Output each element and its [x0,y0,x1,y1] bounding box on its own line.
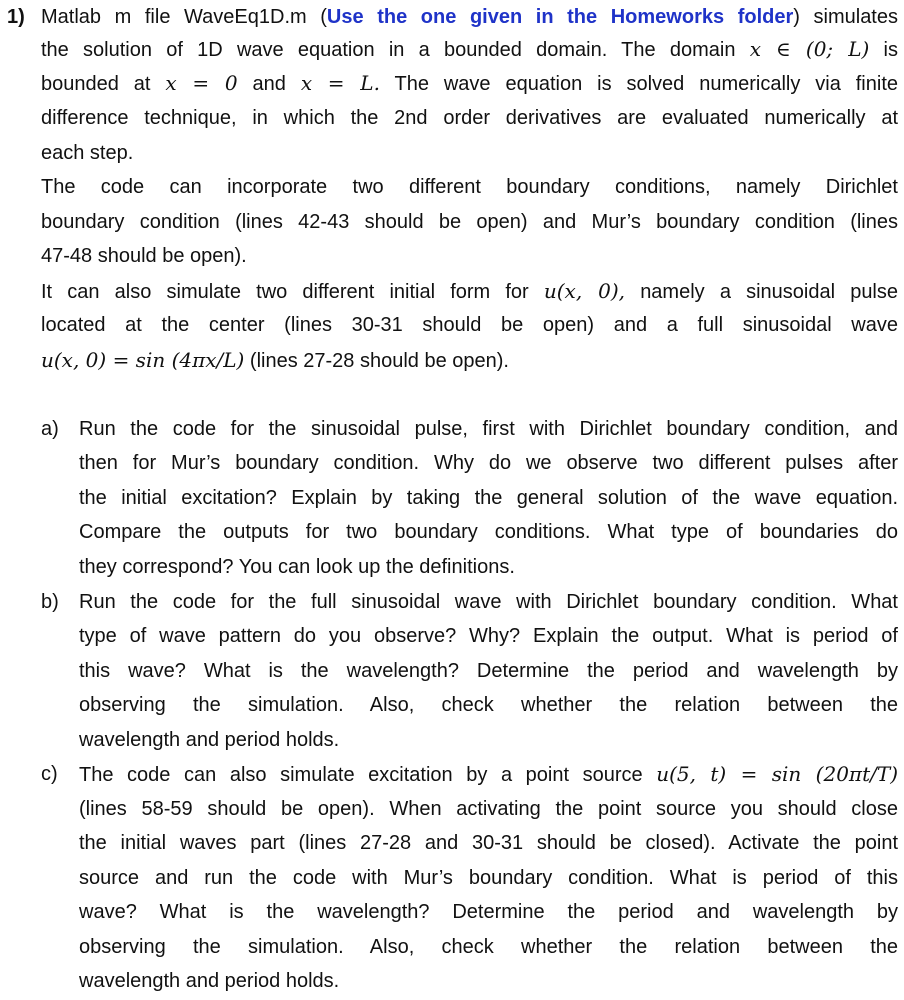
intro-line-2 [41,32,898,66]
boundary-math-right: x = L. [300,71,380,95]
domain-math: x ∈ (0; L) [749,37,870,61]
intro-line-11 [41,343,898,378]
part-b-line: Run the code for the full sinusoidal wave with Dirichlet boundary condition. What [79,591,898,613]
intro-text: and [252,73,286,95]
boundary-math-left: x = 0 [165,71,238,95]
intro-text: It can also simulate two different initial form for [41,281,529,303]
part-a-line: Run the code for the sinusoidal pulse, first with Dirichlet boundary condition, and [79,418,898,440]
intro-text: namely a sinusoidal pulse [640,281,898,303]
part-b-line: observing the simulation. Also, check whether the relation between the [79,694,898,716]
intro-text: Matlab m file WaveEq1D.m ( [41,6,327,28]
part-a-line: the initial excitation? Explain by taking the general solution of the wave equation. [79,487,898,509]
intro-line-1 [41,0,898,34]
point-source-math: u(5, t) = sin (20πt/T) [656,762,898,786]
part-b-line: type of wave pattern do you observe? Why? Explain the output. What is period of [79,625,898,647]
intro-line-10: located at the center (lines 30-31 should be open) and a full sinusoidal wave [41,314,898,336]
part-c-label: c) [41,763,58,785]
part-c-line: observing the simulation. Also, check whether the relation between the [79,936,898,958]
part-c-line: the initial waves part (lines 27-28 and 30-31 should be closed). Activate the point [79,832,898,854]
intro-line-4: difference technique, in which the 2nd order derivatives are evaluated numerically at [41,107,898,129]
homeworks-folder-note: Use the one given in the Homeworks folder [326,6,794,28]
intro-line-9 [41,274,898,308]
part-c-line: source and run the code with Mur’s boundary condition. What is period of this [79,867,898,889]
part-a-line: then for Mur’s boundary condition. Why do we observe two different pulses after [79,452,898,474]
part-b-line: this wave? What is the wavelength? Determine the period and wavelength by [79,660,898,682]
part-a-line: they correspond? You can look up the definitions. [79,556,515,578]
intro-line-3 [41,66,898,100]
part-b-label: b) [41,591,59,613]
intro-line-5: each step. [41,142,134,164]
full-wave-math: u(x, 0) = sin (4πx/L) [41,348,245,372]
intro-text: The wave equation is solved numerically via finite [394,73,898,95]
part-b-line: wavelength and period holds. [79,729,340,751]
intro-line-6: The code can incorporate two different boundary conditions, namely Dirichlet [41,176,898,198]
part-c-text: The code can also simulate excitation by a point source [79,764,643,786]
part-a-label: a) [41,418,59,440]
intro-text: the solution of 1D wave equation in a bounded domain. The domain [41,39,736,61]
part-c-line [79,757,898,791]
intro-line-7: boundary condition (lines 42-43 should be open) and Mur’s boundary condition (lines [41,211,898,233]
question-number: 1) [7,6,25,28]
part-c-line: (lines 58-59 should be open). When activating the point source you should close [79,798,898,820]
intro-line-8: 47-48 should be open). [41,245,247,267]
part-c-line: wave? What is the wavelength? Determine the period and wavelength by [79,901,898,923]
intro-text: is [883,39,898,61]
initial-form-math: u(x, 0), [543,279,626,303]
intro-text: (lines 27-28 should be open). [249,350,509,372]
intro-text: ) simulates [793,6,898,28]
part-c-line: wavelength and period holds. [79,970,340,992]
part-a-line: Compare the outputs for two boundary conditions. What type of boundaries do [79,521,898,543]
intro-text: bounded at [41,73,151,95]
